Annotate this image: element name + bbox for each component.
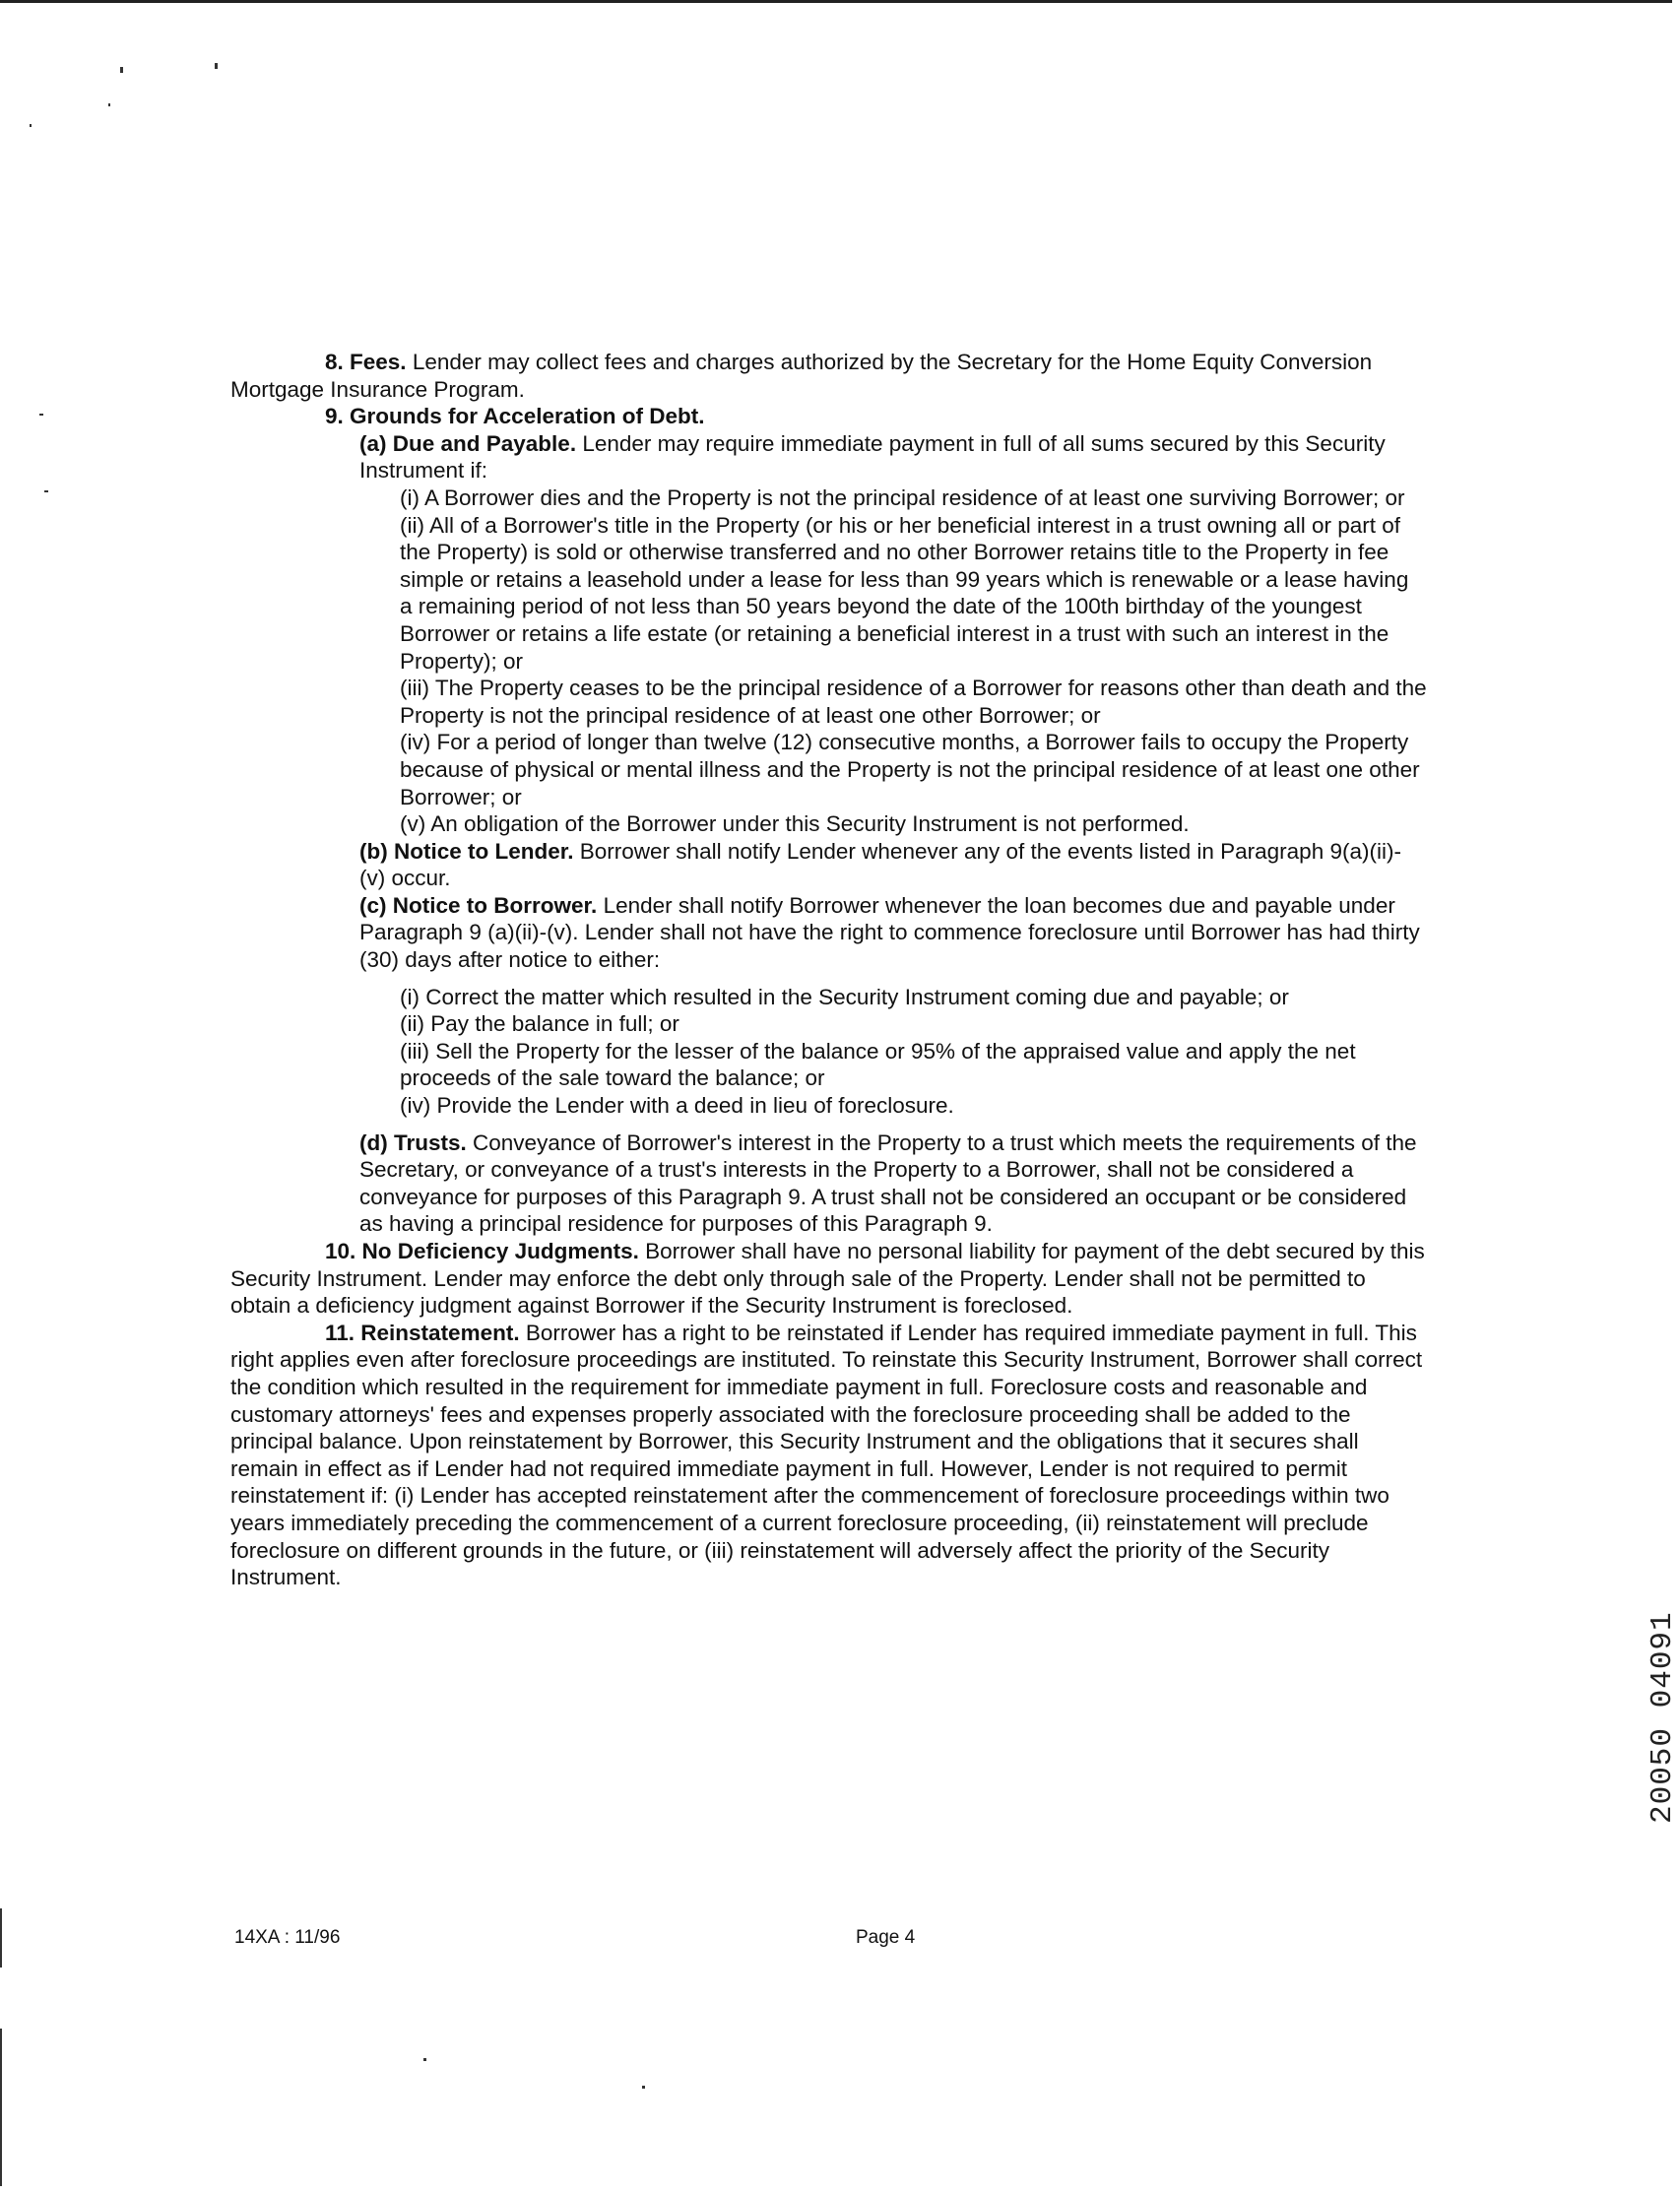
list-item: (ii) Pay the balance in full; or — [400, 1011, 679, 1037]
scan-speck — [108, 103, 110, 106]
section-heading: 10. No Deficiency Judgments. — [325, 1239, 639, 1263]
list-item: (v) An obligation of the Borrower under this Security Instrument is not performed. — [400, 811, 1190, 837]
margin-stamp-number: 20050 04091 — [1646, 1611, 1680, 1824]
section-9-heading — [230, 403, 1427, 430]
section-11-reinstatement — [230, 1320, 1427, 1591]
clause-text: Lender may require immediate payment in full of all sums secured by this Security Instrument if: — [359, 430, 1386, 484]
clause-text: Lender shall notify Borrower whenever the loan becomes due and payable under Paragraph 9 (a)(ii)-(v). Lender shall not have the right to commence foreclosure until Borrower has had thirty (30) days after notice to either: — [359, 892, 1420, 973]
page-number: Page 4 — [856, 1927, 916, 1948]
list-item: (ii) All of a Borrower's title in the Property (or his or her beneficial interest in a trust owning all or part of the Property) is sold or otherwise transferred and no other Borrower retains title to the Property in fee simple or retains a leasehold under a lease for less than 99 years which is renewable or a lease having a remaining period of not less than 50 years beyond the date of the 100th birthday of the youngest Borrower or retains a life estate (or retaining a beneficial interest in a trust with such an interest in the Property); or — [400, 512, 1409, 674]
scan-speck — [44, 490, 48, 492]
scan-speck — [215, 63, 218, 69]
clause-text: Borrower shall notify Lender whenever any of the events listed in Paragraph 9(a)(ii)-(v) occur. — [359, 838, 1401, 891]
scan-speck — [0, 2029, 2, 2186]
section-10-no-deficiency — [230, 1238, 1427, 1320]
scan-speck — [423, 2058, 426, 2061]
clause-9c-notice-to-borrower — [230, 892, 1427, 974]
document-body — [230, 349, 1427, 1591]
clause-9d-trusts — [230, 1129, 1427, 1238]
clause-9a-due-and-payable — [230, 430, 1427, 484]
section-heading: 8. Fees. — [325, 350, 407, 374]
scan-speck — [30, 124, 32, 127]
section-text: Lender may collect fees and charges authorized by the Secretary for the Home Equity Conversion Mortgage Insurance Program. — [230, 350, 1373, 402]
scan-speck — [642, 2086, 645, 2089]
top-border-line — [0, 0, 1672, 3]
clause-heading: (b) Notice to Lender. — [359, 838, 574, 864]
scan-speck — [39, 414, 43, 416]
clause-heading: (d) Trusts. — [359, 1129, 467, 1155]
clause-heading: (c) Notice to Borrower. — [359, 892, 598, 918]
list-item: (i) A Borrower dies and the Property is not the principal residence of at least one surviving Borrower; or — [400, 484, 1405, 510]
section-text: Borrower shall have no personal liability for payment of the debt secured by this Security Instrument. Lender may enforce the debt only through sale of the Property. Lender shall not be permitted to obtain a deficiency judgment against Borrower if the Security Instrument is foreclosed. — [230, 1239, 1425, 1319]
clause-heading: (a) Due and Payable. — [359, 430, 577, 456]
margin-stamp — [1612, 1576, 1680, 1824]
scan-speck — [0, 1908, 2, 1968]
section-text: Borrower has a right to be reinstated if Lender has required immediate payment in full. This right applies even after foreclosure proceedings are instituted. To reinstate this Security Instrument, Borrower shall correct the condition which resulted in the requirement for immediate payment in full. Foreclosure costs and reasonable and customary attorneys' fees and expenses properly associated with the foreclosure proceeding shall be added to the principal balance. Upon reinstatement by Borrower, this Security Instrument and the obligations that it secures shall remain in effect as if Lender had not required immediate payment in full. However, Lender is not required to permit reinstatement if: (i) Lender has accepted reinstatement after the commencement of foreclosure proceedings within two years immediately preceding the commencement of a current foreclosure proceeding, (ii) reinstatement will preclude foreclosure on different grounds in the future, or (iii) reinstatement will adversely affect the priority of the Security Instrument. — [230, 1320, 1423, 1590]
section-8-fees — [230, 349, 1427, 403]
section-heading: 9. Grounds for Acceleration of Debt. — [325, 404, 705, 429]
clause-9b-notice-to-lender — [230, 838, 1427, 892]
form-code: 14XA : 11/96 — [234, 1927, 341, 1948]
clause-text: Conveyance of Borrower's interest in the Property to a trust which meets the requirements of the Secretary, or conveyance of a trust's interests in the Property to a Borrower, shall not be considered a conveyance for purposes of this Paragraph 9. A trust shall not be considered an occupant or be considered as having a principal residence for purposes of this Paragraph 9. — [359, 1129, 1417, 1237]
list-item: (iv) Provide the Lender with a deed in lieu of foreclosure. — [400, 1093, 954, 1119]
list-item: (iii) The Property ceases to be the principal residence of a Borrower for reasons other than death and the Property is not the principal residence of at least one other Borrower; or — [400, 676, 1427, 728]
scan-speck — [120, 67, 123, 73]
section-heading: 11. Reinstatement. — [325, 1320, 520, 1345]
list-item: (iv) For a period of longer than twelve (12) consecutive months, a Borrower fails to occupy the Property because of physical or mental illness and the Property is not the principal residence of at least one other Borrower; or — [400, 730, 1420, 809]
list-item: (i) Correct the matter which resulted in the Security Instrument coming due and payable; or — [400, 984, 1289, 1009]
list-item: (iii) Sell the Property for the lesser of the balance or 95% of the appraised value and apply the net proceeds of the sale toward the balance; or — [400, 1038, 1356, 1091]
